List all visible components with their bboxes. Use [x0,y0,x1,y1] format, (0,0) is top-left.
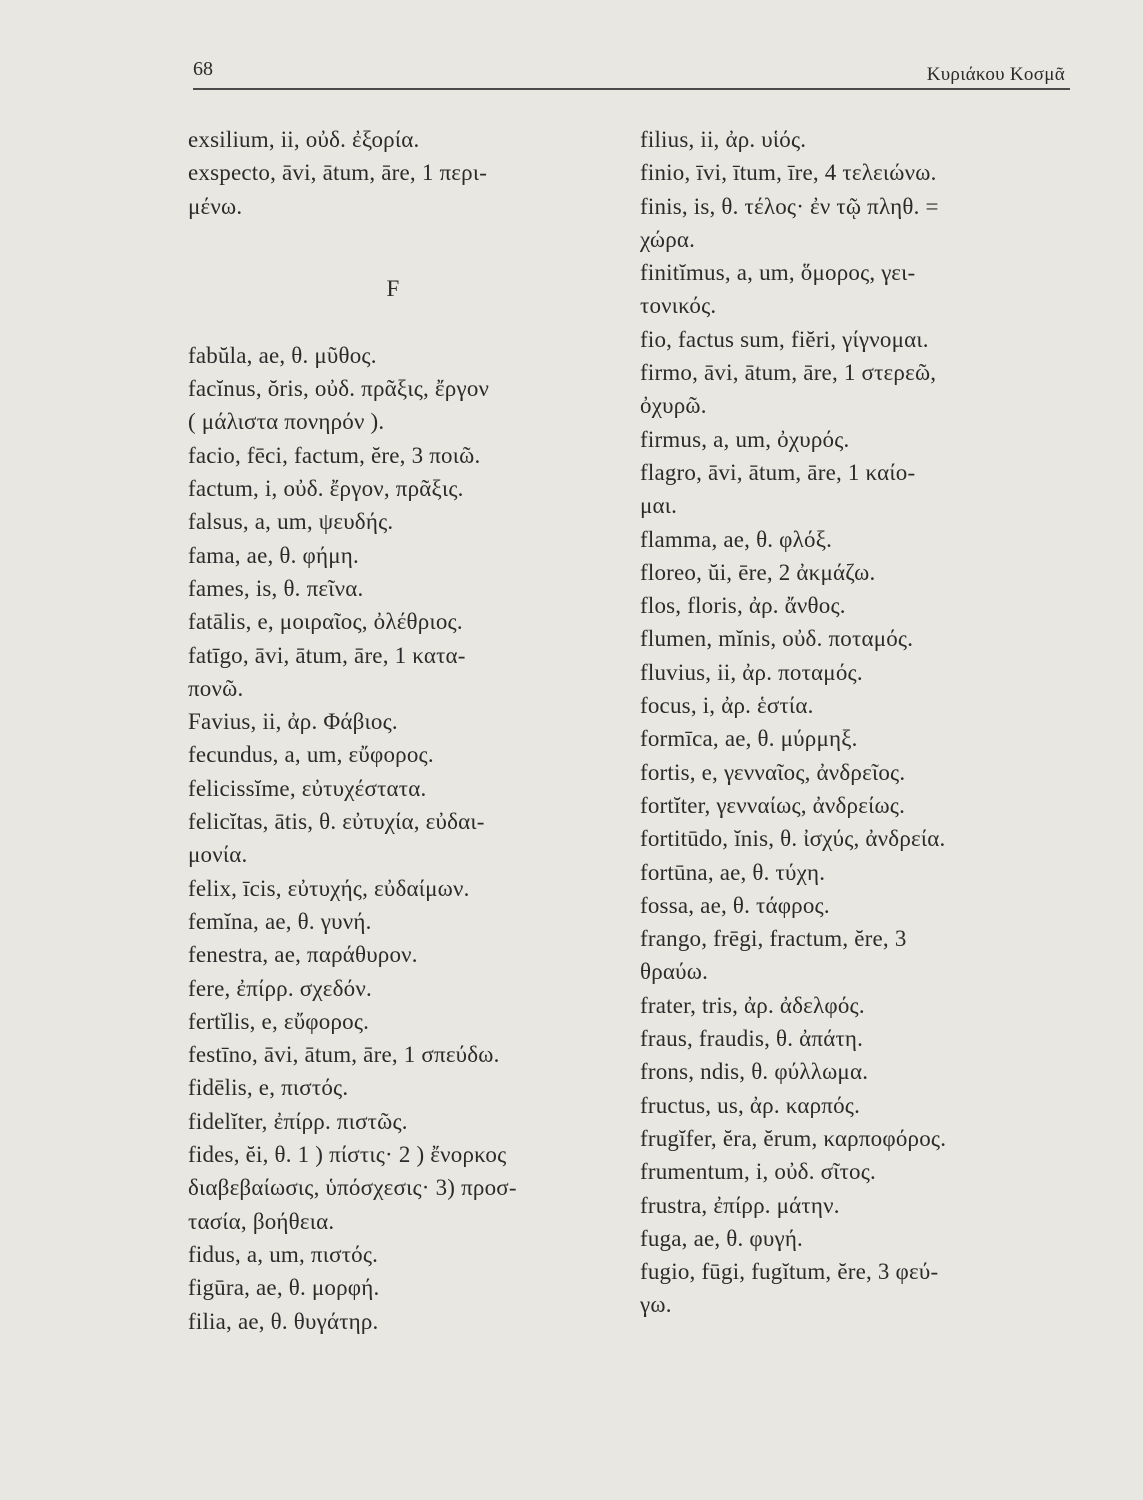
entry-continuation: διαβεβαίωσις, ὑπόσχεσις· 3) προσ- [188,1175,517,1201]
entry-headline: fortūna, ae, θ. τύχη. [640,859,826,885]
dictionary-entry [188,1071,618,1104]
entry-headline: factum, i, οὐδ. ἔργον, πρᾶξις. [188,476,464,502]
entry-headline: facio, fēci, factum, ĕre, 3 ποιῶ. [188,442,481,468]
dictionary-entry [640,622,1065,655]
entry-headline: fere, ἐπίρρ. σχεδόν. [188,975,372,1001]
dictionary-entry [640,722,1065,755]
dictionary-entry [188,572,618,605]
dictionary-entry [188,872,618,905]
dictionary-entry [188,705,618,738]
entry-headline: filius, ii, ἀρ. υἱός. [640,127,807,152]
entry-headline: fertĭlis, e, εὔφορος. [188,1008,370,1034]
dictionary-entry [640,423,1065,456]
entry-continuation: τονικός. [640,293,717,319]
dictionary-entry [640,756,1065,789]
entry-headline: flagro, āvi, ātum, āre, 1 καίο- [640,459,916,485]
entry-headline: fabŭla, ae, θ. μῦθος. [188,342,377,368]
dictionary-entry [188,805,618,872]
dictionary-entry [188,639,618,706]
entry-headline: festīno, āvi, ātum, āre, 1 σπεύδω. [188,1042,500,1068]
entry-headline: fecundus, a, um, εὔφορος. [188,742,434,768]
dictionary-entry [188,1038,618,1071]
entry-continuation: μαι. [640,493,678,519]
dictionary-entry [640,256,1065,323]
dictionary-entry [640,323,1065,356]
dictionary-entry [188,1238,618,1271]
entry-headline: fidus, a, um, πιστός. [188,1241,379,1267]
entry-continuation: γω. [640,1292,672,1318]
entry-continuation: θραύω. [640,959,709,985]
dictionary-entry [640,1089,1065,1122]
entry-headline: fuga, ae, θ. φυγή. [640,1225,804,1251]
entry-headline: fraus, fraudis, θ. ἀπάτη. [640,1026,864,1052]
entry-headline: flos, floris, ἀρ. ἄνθος. [640,593,846,619]
dictionary-entry [188,1271,618,1304]
entry-headline: finis, is, θ. τέλος· ἐν τῷ πληθ. = [640,193,939,219]
dictionary-entry [640,190,1065,257]
dictionary-entry [188,1138,618,1238]
dictionary-entry [640,523,1065,556]
dictionary-entry [188,772,618,805]
entry-headline: frater, tris, ἀρ. ἀδελφός. [640,992,865,1018]
entry-headline: felicĭtas, ātis, θ. εὐτυχία, εὐδαι- [188,809,485,835]
entry-continuation: τασία, βοήθεια. [188,1208,335,1234]
entry-headline: fides, ĕi, θ. 1 ) πίστις· 2 ) ἔνορκος [188,1142,507,1168]
entry-headline: finitĭmus, a, um, ὅμορος, γει- [640,260,916,286]
entry-headline: fluvius, ii, ἀρ. ποταμός. [640,659,863,685]
entry-headline: figūra, ae, θ. μορφή. [188,1275,380,1301]
dictionary-entry [640,1189,1065,1222]
entry-headline: firmus, a, um, ὀχυρός. [640,426,850,452]
entry-headline: felix, īcis, εὐτυχής, εὐδαίμων. [188,875,470,901]
dictionary-entry [188,539,618,572]
dictionary-entry [640,822,1065,855]
dictionary-entry [188,1005,618,1038]
dictionary-entry [640,556,1065,589]
entry-headline: floreo, ŭi, ēre, 2 ἀκμάζω. [640,559,876,585]
dictionary-entry [188,156,618,223]
dictionary-entry [188,1105,618,1138]
entry-headline: fortĭter, γενναίως, ἀνδρείως. [640,792,906,818]
entry-headline: fames, is, θ. πεῖνα. [188,575,364,601]
page-number: 68 [193,58,213,80]
dictionary-entry [188,372,618,439]
right-entries [640,123,1065,1322]
entry-continuation: ( μάλιστα πονηρόν ). [188,409,385,435]
entry-continuation: μένω. [188,193,243,219]
dictionary-entry [640,856,1065,889]
dictionary-entry [640,589,1065,622]
entry-headline: fatālis, e, μοιραῖος, ὀλέθριος. [188,609,463,635]
entry-headline: falsus, a, um, ψευδής. [188,509,394,535]
entry-headline: fidelĭter, ἐπίρρ. πιστῶς. [188,1108,408,1134]
dictionary-entry [640,1255,1065,1322]
section-letter: F [386,275,400,301]
entry-continuation: ὀχυρῶ. [640,393,707,419]
entry-headline: fio, factus sum, fiĕri, γίγνομαι. [640,326,929,352]
dictionary-entry [188,505,618,538]
entry-headline: focus, i, ἀρ. ἑστία. [640,693,814,719]
dictionary-entry [640,156,1065,189]
dictionary-entry [188,972,618,1005]
entry-headline: felicissĭme, εὐτυχέστατα. [188,775,427,801]
dictionary-entry [640,1055,1065,1088]
dictionary-entry [188,123,618,156]
entry-headline: flumen, mĭnis, οὐδ. ποταμός. [640,626,914,652]
left-column [188,123,618,1338]
running-head: Κυριάκου Κοσμᾶ [926,64,1065,85]
dictionary-entry [640,1022,1065,1055]
dictionary-entry [640,922,1065,989]
dictionary-entry [640,123,1065,156]
entry-headline: formīca, ae, θ. μύρμηξ. [640,726,858,752]
dictionary-entry [188,905,618,938]
dictionary-entry [640,889,1065,922]
entry-headline: frango, frēgi, fractum, ĕre, 3 [640,926,907,952]
entry-headline: frustra, ἐπίρρ. μάτην. [640,1192,840,1218]
dictionary-entry [640,456,1065,523]
entry-headline: fatīgo, āvi, ātum, āre, 1 κατα- [188,642,466,668]
entry-headline: filia, ae, θ. θυγάτηρ. [188,1308,379,1334]
dictionary-entry [640,1222,1065,1255]
entry-headline: fortitūdo, ĭnis, θ. ἰσχύς, ἀνδρεία. [640,826,946,852]
dictionary-entry [640,789,1065,822]
dictionary-entry [640,656,1065,689]
dictionary-entry [188,738,618,771]
right-column [640,123,1065,1322]
entry-headline: firmo, āvi, ātum, āre, 1 στερεῶ, [640,360,937,386]
dictionary-entry [640,689,1065,722]
dictionary-entry [640,989,1065,1022]
dictionary-entry [188,938,618,971]
dictionary-entry [188,1305,618,1338]
dictionary-entry [640,1155,1065,1188]
entry-headline: fossa, ae, θ. τάφρος. [640,892,830,918]
dictionary-entry [188,439,618,472]
entry-headline: exsilium, ii, οὐδ. ἐξορία. [188,127,420,152]
dictionary-entry [640,356,1065,423]
entry-headline: Favius, ii, ἀρ. Φάβιος. [188,709,398,735]
entry-headline: fructus, us, ἀρ. καρπός. [640,1092,861,1118]
dictionary-entry [188,605,618,638]
entry-headline: fugio, fūgi, fugĭtum, ĕre, 3 φεύ- [640,1259,939,1285]
left-entries-before-section [188,123,618,223]
entry-continuation: χώρα. [640,226,696,252]
dictionary-entry [640,1122,1065,1155]
entry-headline: facĭnus, ŏris, οὐδ. πρᾶξις, ἔργον [188,376,490,402]
entry-headline: frugĭfer, ĕra, ĕrum, καρποφόρος. [640,1125,947,1151]
entry-headline: frons, ndis, θ. φύλλωμα. [640,1059,869,1085]
entry-headline: femĭna, ae, θ. γυνή. [188,908,372,934]
page-header [193,58,1070,90]
left-entries-after-section [188,339,618,1338]
entry-continuation: μονία. [188,842,248,868]
entry-headline: finio, īvi, ītum, īre, 4 τελειώνω. [640,160,937,186]
entry-headline: fenestra, ae, παράθυρον. [188,942,418,968]
dictionary-entry [188,339,618,372]
dictionary-entry [188,472,618,505]
entry-headline: fidēlis, e, πιστός. [188,1075,349,1101]
entry-headline: flamma, ae, θ. φλόξ. [640,526,833,552]
entry-headline: exspecto, āvi, ātum, āre, 1 περι- [188,160,488,186]
entry-headline: fama, ae, θ. φήμη. [188,542,359,568]
entry-headline: frumentum, i, οὐδ. σῖτος. [640,1159,876,1185]
entry-headline: fortis, e, γενναῖος, ἀνδρεῖος. [640,759,906,785]
entry-continuation: πονῶ. [188,675,244,701]
